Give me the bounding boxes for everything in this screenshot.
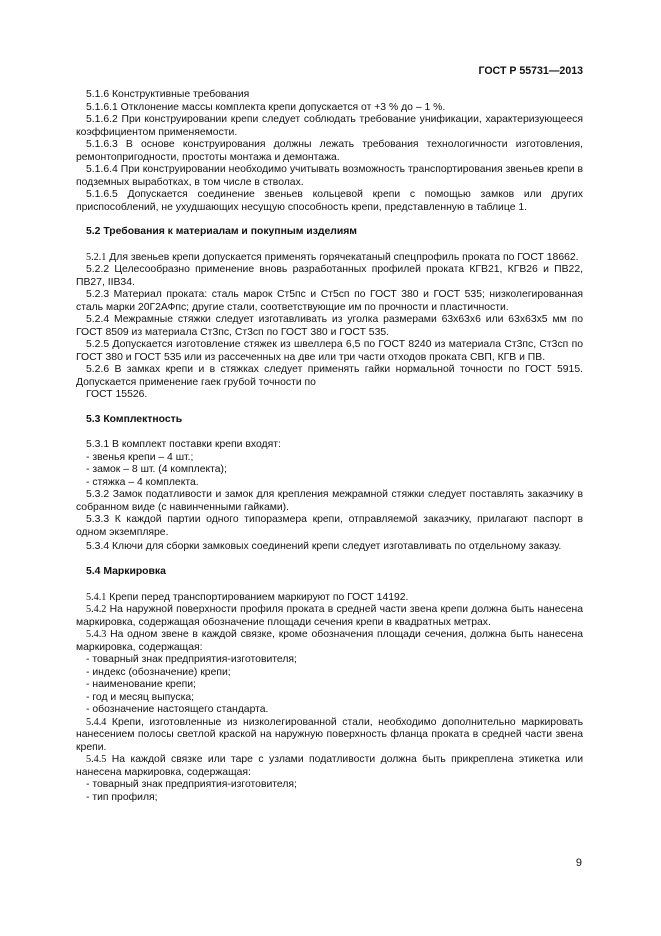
paragraph-5-2-5: 5.2.5 Допускается изготовление стяжек из швеллера 6,5 по ГОСТ 8240 из материала Ст3пс, Ст3сп по ГОСТ 380 и ГОСТ 535 или из рассеченных на две или три части отходов проката СВП, КГВ и ПВ. <box>76 339 583 363</box>
paragraph-number: 5.4.2 <box>86 604 107 615</box>
list-item: - тип профиля; <box>86 791 158 803</box>
paragraph-text: Крепи перед транспортированием маркируют по ГОСТ 14192. <box>106 591 409 603</box>
paragraph-5-1-6-3: 5.1.6.3 В основе конструирования должны лежать требования технологичности изготовления, ремонтопригодности, простоты монтажа и демонтажа. <box>76 139 583 163</box>
document-header: ГОСТ Р 55731—2013 <box>478 65 583 77</box>
list-item: - звенья крепи – 4 шт.; <box>86 451 194 463</box>
paragraph-number: 5.4.5 <box>86 754 107 765</box>
paragraph-5-1-6-4: 5.1.6.4 При конструировании необходимо учитывать возможность транспортирования звеньев крепи в подземных выработках, в том числе в стволах. <box>76 164 583 188</box>
list-item: - товарный знак предприятия-изготовителя; <box>86 779 297 790</box>
paragraph-5-2-3: 5.2.3 Материал проката: сталь марок Ст5пс и Ст5сп по ГОСТ 380 и ГОСТ 535; низколегированная сталь марки 20Г2АФпс; другие стали, соответствующие им по прочности и пластичности. <box>76 289 583 313</box>
paragraph-5-3-4: 5.3.4 Ключи для сборки замковых соединений крепи следует изготавливать по отдельному заказу. <box>86 541 562 552</box>
paragraph-text: На наружной поверхности профиля проката в средней части звена крепи должна быть нанесена маркировка, содержащая обозначение площади сечения крепи в квадратных метрах. <box>76 604 583 628</box>
list-item: - замок – 8 шт. (4 комплекта); <box>86 464 227 475</box>
paragraph-number: 5.4.4 <box>86 716 107 728</box>
paragraph-5-2-2: 5.2.2 Целесообразно применение вновь разработанных профилей проката КГВ21, КГВ26 и ПВ22, ПВ27, IIВ34. <box>76 264 583 288</box>
list-item: - наименование крепи; <box>86 679 196 690</box>
paragraph-5-2-6-continued: ГОСТ 15526. <box>86 389 148 400</box>
subsection-title-5-1-6: 5.1.6 Конструктивные требования <box>86 89 250 100</box>
paragraph-5-1-6-2: 5.1.6.2 При конструировании крепи следует соблюдать требование унификации, характеризующееся коэффициентом применяемости. <box>76 114 583 138</box>
paragraph-5-4-1 <box>76 592 583 605</box>
paragraph-5-4-2 <box>76 604 583 629</box>
paragraph-number: 5.2.1 <box>86 251 107 263</box>
page-number: 9 <box>575 857 582 869</box>
paragraph-text: На одном звене в каждой связке, кроме обозначения площади сечения, должна быть нанесена маркировка, содержащая: <box>76 629 583 653</box>
paragraph-number: 5.4.3 <box>86 629 107 640</box>
section-title-5-3: 5.3 Комплектность <box>86 413 183 425</box>
paragraph-5-1-6-5: 5.1.6.5 Допускается соединение звеньев кольцевой крепи с помощью замков или других приспособлений, не ухудшающих несущую способность крепи, представленную в таблице 1. <box>76 189 583 213</box>
list-item: - стяжка – 4 комплекта. <box>86 476 199 488</box>
paragraph-5-4-4 <box>76 717 583 755</box>
paragraph-5-3-2: 5.3.2 Замок податливости и замок для крепления межрамной стяжки следует поставлять заказчику в собранном виде (с навинченными гайками). <box>76 489 583 513</box>
paragraph-5-3-1: 5.3.1 В комплект поставки крепи входят: <box>86 439 281 450</box>
list-item: - товарный знак предприятия-изготовителя; <box>86 654 297 665</box>
section-title-5-2: 5.2 Требования к материалам и покупным изделиям <box>86 226 357 237</box>
page-content <box>76 89 583 804</box>
section-title-5-4: 5.4 Маркировка <box>86 566 166 577</box>
paragraph-number: 5.4.1 <box>86 591 107 603</box>
paragraph-5-4-5 <box>76 754 583 779</box>
paragraph-5-3-3: 5.3.3 К каждой партии одного типоразмера крепи, отправляемой заказчику, прилагают паспорт в одном экземпляре. <box>76 514 583 538</box>
paragraph-5-4-3 <box>76 629 583 654</box>
paragraph-5-2-1 <box>76 252 583 265</box>
list-item: - индекс (обозначение) крепи; <box>86 666 231 678</box>
paragraph-text: Для звеньев крепи допускается применять горячекатаный спецпрофиль проката по ГОСТ 18662. <box>106 251 579 263</box>
list-item: - год и месяц выпуска; <box>86 691 195 703</box>
paragraph-text: Крепи, изготовленные из низколегированной стали, необходимо дополнительно маркировать нанесением полосы светлой краской на наружную поверхность фланца проката в средней части звена крепи. <box>76 716 583 753</box>
paragraph-5-2-6: 5.2.6 В замках крепи и в стяжках следует применять гайки нормальной точности по ГОСТ 5915. Допускается применение гаек грубой точности по <box>76 364 583 388</box>
paragraph-text: На каждой связке или таре с узлами податливости должна быть прикреплена этикетка или нанесена маркировка, содержащая: <box>76 754 583 778</box>
paragraph-5-1-6-1: 5.1.6.1 Отклонение массы комплекта крепи допускается от +3 % до – 1 %. <box>86 101 446 113</box>
paragraph-5-2-4: 5.2.4 Межрамные стяжки следует изготавливать из уголка размерами 63x63x6 или 63x63x5 мм по ГОСТ 8509 из материала Ст3пс, Ст3сп по ГОСТ 380 и ГОСТ 535. <box>76 314 583 338</box>
list-item: - обозначение настоящего стандарта. <box>86 704 269 715</box>
